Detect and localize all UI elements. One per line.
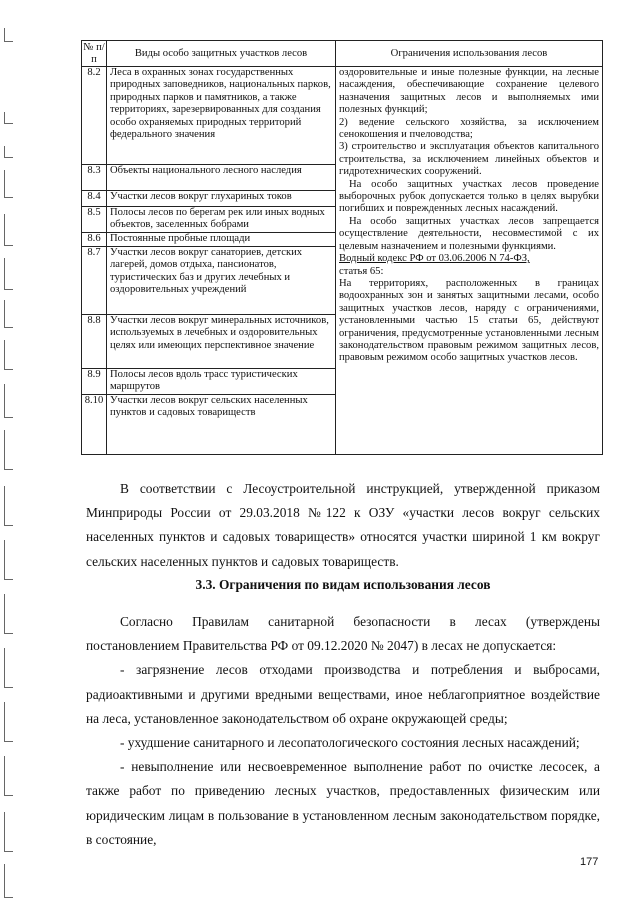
restriction-text: На территориях, расположенных в границах водоохранных зон и занятых защитными лесами, особо защитных участков лесов, наряду с ограничениями, установленными частью 15 статьи 65, действуют ограничения, предусмотренные установленными лесным законодательством правовым режимом защитных лесов, правовым режимом особо защитных участков лесов.	[339, 277, 599, 364]
paragraph-text: В соответствии с Лесоустроительной инструкцией, утвержденной приказом Минприроды России от 29.03.2018 №122 к ОЗУ «участки лесов вокруг сельских населенных пунктов и садовых товариществ» относятся участки шириной 1 км вокруг сельских населенных пунктов и садовых товариществ.	[86, 481, 600, 569]
header-restrictions: Ограничения использования лесов	[336, 41, 603, 67]
binding-mark	[4, 170, 15, 198]
list-item: - ухудшение санитарного и лесопатологического состояния лесных насаждений;	[120, 735, 580, 751]
binding-mark	[4, 812, 15, 852]
row-area-type: Полосы лесов по берегам рек или иных водных объектов, заселенных бобрами	[107, 207, 336, 233]
row-area-type: Участки лесов вокруг санаториев, детских лагерей, домов отдыха, пансионатов, туристических баз и других лечебных и оздоровительных учреждений	[107, 247, 336, 315]
binding-mark	[4, 384, 15, 418]
restriction-text: На особо защитных участках лесов запрещается осуществление деятельности, несовместимой с их целевым назначением и полезными функциями.	[339, 215, 599, 252]
restriction-text: На особо защитных участках лесов проведение выборочных рубок допускается только в целях вырубки погибших и поврежденных лесных насаждений.	[339, 178, 599, 215]
binding-mark	[4, 112, 15, 124]
row-num: 8.3	[82, 165, 107, 191]
row-num: 8.4	[82, 191, 107, 207]
row-area-type: Постоянные пробные площади	[107, 233, 336, 247]
binding-mark	[4, 146, 15, 158]
row-area-type: Полосы лесов вдоль трасс туристических маршрутов	[107, 369, 336, 395]
page-number: 177	[580, 856, 599, 868]
restriction-text: 3) строительство и эксплуатация объектов капитального строительства, за исключением линейных объектов и гидротехнических сооружений.	[339, 141, 599, 178]
restrictions-cell	[336, 67, 603, 455]
row-num: 8.10	[82, 395, 107, 455]
row-area-type: Участки лесов вокруг глухариных токов	[107, 191, 336, 207]
binding-mark	[4, 300, 15, 328]
row-area-type: Участки лесов вокруг сельских населенных пунктов и садовых товариществ	[107, 395, 336, 455]
row-num: 8.9	[82, 369, 107, 395]
water-code-link[interactable]: Водный кодекс РФ от 03.06.2006 N 74-ФЗ,	[339, 253, 530, 265]
header-area-types: Виды особо защитных участков лесов	[107, 41, 336, 67]
header-num: № п/п	[83, 41, 105, 65]
binding-mark	[4, 486, 15, 526]
row-num: 8.6	[82, 233, 107, 247]
row-num: 8.8	[82, 315, 107, 369]
paragraph-rules	[86, 610, 600, 852]
paragraph-text: Согласно Правилам санитарной безопасности в лесах (утверждены постановлением Правительства РФ от 09.12.2020 № 2047) в лесах не допускается:	[86, 614, 600, 654]
binding-mark	[4, 340, 15, 370]
row-num: 8.5	[82, 207, 107, 233]
restriction-text: статья 65:	[339, 265, 384, 277]
binding-mark	[4, 430, 15, 470]
row-num: 8.2	[82, 67, 107, 165]
forest-areas-table	[81, 40, 603, 455]
binding-mark	[4, 648, 15, 688]
section-heading: 3.3. Ограничения по видам использования лесов	[195, 577, 491, 592]
binding-mark	[4, 864, 15, 898]
binding-mark	[4, 28, 15, 42]
row-area-type: Участки лесов вокруг минеральных источников, используемых в лечебных и оздоровительных целях или имеющих перспективное значение	[107, 315, 336, 369]
paragraph-instruction	[86, 477, 600, 574]
row-num: 8.7	[82, 247, 107, 315]
restriction-text: 2) ведение сельского хозяйства, за исключением сенокошения и пчеловодства;	[339, 116, 599, 141]
binding-mark	[4, 540, 15, 580]
binding-mark	[4, 756, 15, 796]
binding-mark	[4, 258, 15, 290]
row-area-type: Объекты национального лесного наследия	[107, 165, 336, 191]
list-item: - загрязнение лесов отходами производства и потребления и выбросами, радиоактивными и другими вредными веществами, иное неблагоприятное воздействие на леса, установленное законодательством об охране окружающей среды;	[86, 662, 600, 726]
binding-mark	[4, 214, 15, 246]
list-item: - невыполнение или несвоевременное выполнение работ по очистке лесосек, а также работ по приведению лесных участков, предоставленных физическим или юридическим лицам в пользование в установленном лесным законодательством порядке, в состояние,	[86, 759, 600, 847]
restriction-text: оздоровительные и иные полезные функции, на лесные насаждения, обеспечивающие сохранение целевого назначения защитных лесов и выполняемых ими полезных функций;	[339, 67, 599, 116]
row-area-type: Леса в охранных зонах государственных природных заповедников, национальных парков, природных парков и памятников, а также территориях, зарезервированных для создания особо охраняемых природных территорий федерального значения	[107, 67, 336, 165]
binding-mark	[4, 594, 15, 634]
binding-mark	[4, 702, 15, 742]
